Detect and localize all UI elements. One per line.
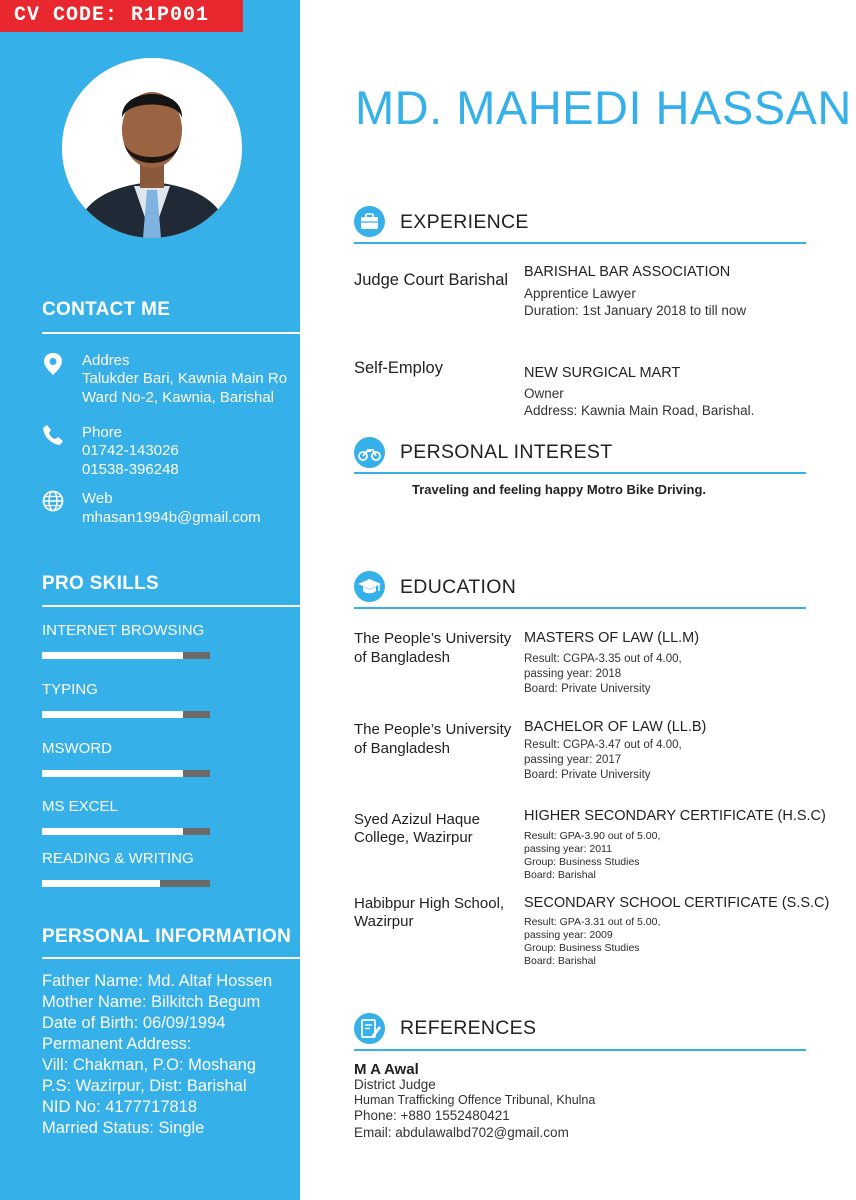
skill-bar <box>42 770 210 777</box>
skill-bar <box>42 880 210 887</box>
skills-heading: PRO SKILLS <box>42 573 160 594</box>
education-school: of Bangladesh <box>354 740 450 757</box>
personal-info-line: Vill: Chakman, P.O: Moshang <box>42 1056 257 1074</box>
reference-name: M A Awal <box>354 1061 419 1078</box>
experience-detail: Duration: 1st January 2018 to till now <box>524 303 747 318</box>
reference-org: Human Trafficking Offence Tribunal, Khulna <box>354 1093 596 1107</box>
personal-info-line: Married Status: Single <box>42 1119 205 1137</box>
education-detail: Result: GPA-3.31 out of 5.00, <box>524 916 661 928</box>
education-detail: Board: Private University <box>524 769 651 781</box>
education-degree: MASTERS OF LAW (LL.M) <box>524 630 700 646</box>
education-detail: Group: Business Studies <box>524 856 640 868</box>
skill-level <box>42 770 183 777</box>
education-heading: EDUCATION <box>400 576 517 598</box>
education-school: Wazirpur <box>354 913 414 930</box>
location-pin-icon <box>42 352 64 374</box>
education-degree: SECONDARY SCHOOL CERTIFICATE (S.S.C) <box>524 895 830 911</box>
phone-icon <box>42 424 64 446</box>
education-school: of Bangladesh <box>354 649 450 666</box>
personal-info-divider <box>42 957 300 959</box>
skill-name: MSWORD <box>42 740 112 757</box>
skill-name: INTERNET BROWSING <box>42 622 205 639</box>
education-detail: Board: Barishal <box>524 869 596 881</box>
personal-info-line: Mother Name: Bilkitch Begum <box>42 993 261 1011</box>
education-school: The People’s University <box>354 721 512 738</box>
address-line: Ward No-2, Kawnia, Barishal <box>82 389 275 406</box>
references-heading: REFERENCES <box>400 1017 537 1039</box>
experience-heading: EXPERIENCE <box>400 211 529 233</box>
education-detail: passing year: 2017 <box>524 754 622 766</box>
education-detail: Group: Business Studies <box>524 942 640 954</box>
education-detail: Result: CGPA-3.35 out of 4.00, <box>524 653 682 665</box>
personal-info-line: P.S: Wazirpur, Dist: Barishal <box>42 1077 247 1095</box>
experience-divider <box>354 242 806 244</box>
education-detail: Board: Private University <box>524 683 651 695</box>
phone-number: 01742-143026 <box>82 442 179 459</box>
sidebar <box>0 0 300 1200</box>
personal-info-line: NID No: 4177717818 <box>42 1098 198 1116</box>
candidate-name: MD. MAHEDI HASSAN <box>355 81 852 134</box>
interest-heading: PERSONAL INTEREST <box>400 441 613 463</box>
education-detail: passing year: 2011 <box>524 843 612 855</box>
motorbike-icon <box>354 437 385 468</box>
education-detail: passing year: 2018 <box>524 668 622 680</box>
skill-name: READING & WRITING <box>42 850 194 867</box>
skill-level <box>42 880 160 887</box>
reference-title: District Judge <box>354 1077 436 1092</box>
education-detail: passing year: 2009 <box>524 929 613 941</box>
references-divider <box>354 1049 806 1051</box>
education-degree: HIGHER SECONDARY CERTIFICATE (H.S.C) <box>524 808 826 824</box>
contact-address <box>42 352 300 412</box>
education-school: College, Wazirpur <box>354 829 473 846</box>
reference-phone: Phone: +880 1552480421 <box>354 1108 510 1123</box>
experience-org: BARISHAL BAR ASSOCIATION <box>524 264 731 280</box>
skill-bar <box>42 652 210 659</box>
web-email: mhasan1994b@gmail.com <box>82 509 261 526</box>
experience-place: Self-Employ <box>354 359 443 377</box>
phone-title: Phore <box>82 424 123 441</box>
experience-org: NEW SURGICAL MART <box>524 365 681 381</box>
education-detail: Board: Barishal <box>524 955 596 967</box>
contact-divider <box>42 332 300 334</box>
personal-info-heading: PERSONAL INFORMATION <box>42 926 292 947</box>
web-title: Web <box>82 490 113 507</box>
globe-icon <box>42 490 64 512</box>
personal-info-line: Permanent Address: <box>42 1035 192 1053</box>
personal-info-line: Father Name: Md. Altaf Hossen <box>42 972 273 990</box>
skill-level <box>42 652 183 659</box>
experience-detail: Address: Kawnia Main Road, Barishal. <box>524 403 755 418</box>
skill-bar <box>42 828 210 835</box>
experience-place: Judge Court Barishal <box>354 271 509 289</box>
experience-detail: Owner <box>524 386 564 401</box>
cv-code-badge: CV CODE: R1P001 <box>0 0 243 32</box>
education-school: Syed Azizul Haque <box>354 811 480 828</box>
skill-level <box>42 828 183 835</box>
contact-web <box>42 490 300 530</box>
education-divider <box>354 607 806 609</box>
personal-info-line: Date of Birth: 06/09/1994 <box>42 1014 226 1032</box>
education-detail: Result: CGPA-3.47 out of 4.00, <box>524 739 682 751</box>
skills-divider <box>42 605 300 607</box>
interest-divider <box>354 472 806 474</box>
contact-phone <box>42 424 300 484</box>
skill-name: TYPING <box>42 681 98 698</box>
experience-detail: Apprentice Lawyer <box>524 286 636 301</box>
document-pen-icon <box>354 1013 385 1044</box>
education-school: Habibpur High School, <box>354 895 505 912</box>
address-line: Talukder Bari, Kawnia Main Ro <box>82 370 288 387</box>
briefcase-icon <box>354 206 385 237</box>
phone-number: 01538-396248 <box>82 461 179 478</box>
contact-heading: CONTACT ME <box>42 299 171 320</box>
address-title: Addres <box>82 352 130 369</box>
education-detail: Result: GPA-3.90 out of 5.00, <box>524 830 661 842</box>
interest-text: Traveling and feeling happy Motro Bike Driving. <box>412 482 706 497</box>
reference-email: Email: abdulawalbd702@gmail.com <box>354 1125 569 1140</box>
skill-level <box>42 711 183 718</box>
skill-bar <box>42 711 210 718</box>
graduation-cap-icon <box>354 571 385 602</box>
skill-name: MS EXCEL <box>42 798 118 815</box>
education-school: The People’s University <box>354 630 512 647</box>
education-degree: BACHELOR OF LAW (LL.B) <box>524 719 707 735</box>
profile-photo <box>62 58 242 238</box>
